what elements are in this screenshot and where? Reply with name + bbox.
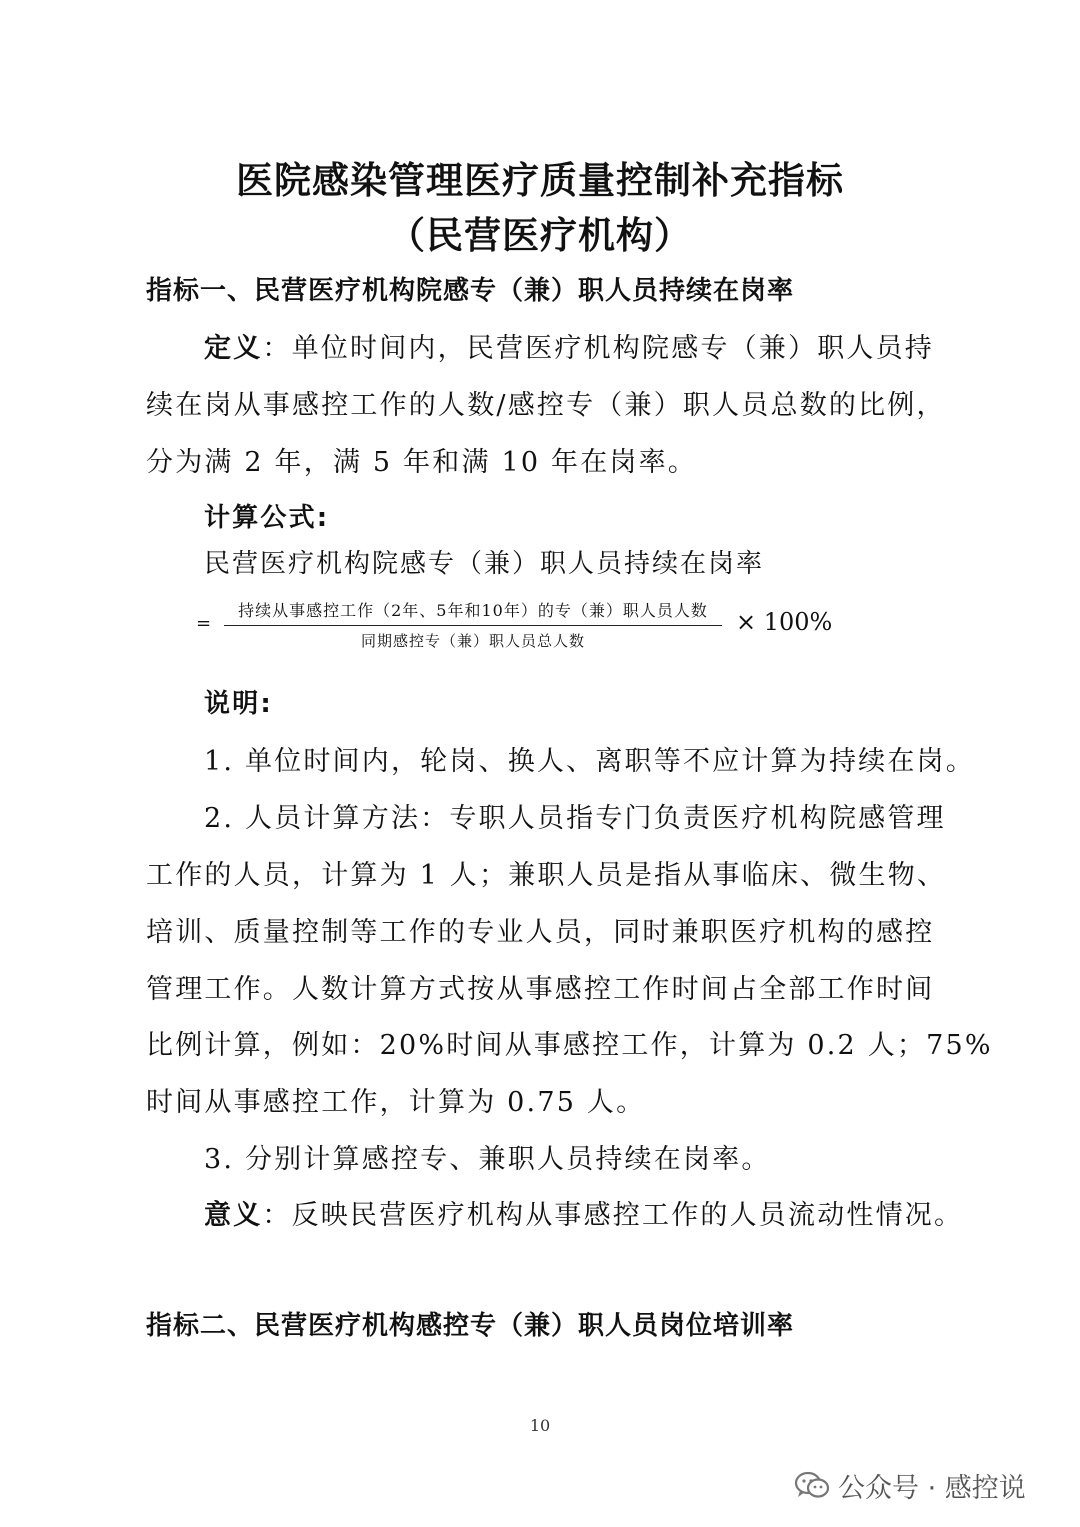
- meaning-text: ：反映民营医疗机构从事感控工作的人员流动性情况。: [262, 1200, 964, 1231]
- formula: [196, 598, 836, 658]
- definition-label: 定义: [204, 333, 263, 364]
- note-line-4: 培训、质量控制等工作的专业人员，同时兼职医疗机构的感控: [146, 917, 935, 948]
- formula-denominator: 同期感控专（兼）职人员总人数: [360, 632, 585, 650]
- definition-line-2: 续在岗从事感控工作的人数/感控专（兼）职人员总数的比例，: [146, 390, 946, 421]
- definition-text-1: ：单位时间内，民营医疗机构院感专（兼）职人员持: [262, 333, 935, 364]
- meaning-label: 意义: [204, 1200, 263, 1231]
- watermark: [794, 1466, 1026, 1505]
- indicator-two-heading: 指标二、民营医疗机构感控专（兼）职人员岗位培训率: [146, 1311, 795, 1341]
- note-line-5: 管理工作。人数计算方式按从事感控工作时间占全部工作时间: [146, 974, 935, 1005]
- note-line-7: 时间从事感控工作，计算为 0.75 人。: [146, 1087, 646, 1118]
- document-title: 医院感染管理医疗质量控制补充指标: [236, 159, 844, 202]
- definition-line-1: [204, 326, 994, 365]
- definition-line-3: 分为满 2 年，满 5 年和满 10 年在岗率。: [146, 447, 698, 478]
- note-line-8: 3. 分别计算感控专、兼职人员持续在岗率。: [204, 1144, 771, 1175]
- formula-fraction: [218, 598, 728, 651]
- formula-equals: =: [196, 613, 212, 634]
- watermark-text: 公众号 · 感控说: [838, 1473, 1026, 1504]
- notes-label: 说明:: [204, 689, 273, 719]
- note-line-3: 工作的人员，计算为 1 人；兼职人员是指从事临床、微生物、: [146, 860, 947, 891]
- formula-times: × 100%: [736, 608, 833, 636]
- wechat-icon: [794, 1471, 830, 1501]
- note-line-2: 2. 人员计算方法：专职人员指专门负责医疗机构院感管理: [204, 803, 946, 834]
- note-line-1: 1. 单位时间内，轮岗、换人、离职等不应计算为持续在岗。: [204, 746, 975, 777]
- page-number: 10: [529, 1416, 551, 1435]
- document-subtitle: （民营医疗机构）: [388, 214, 692, 257]
- formula-label: 计算公式:: [204, 503, 330, 533]
- meaning-line: [204, 1193, 994, 1232]
- formula-numerator: 持续从事感控工作（2年、5年和10年）的专（兼）职人员人数: [238, 601, 708, 620]
- indicator-one-heading: 指标一、民营医疗机构院感专（兼）职人员持续在岗率: [146, 276, 795, 306]
- formula-name: 民营医疗机构院感专（兼）职人员持续在岗率: [204, 549, 765, 579]
- note-line-6: 比例计算，例如：20%时间从事感控工作，计算为 0.2 人；75%: [146, 1030, 993, 1061]
